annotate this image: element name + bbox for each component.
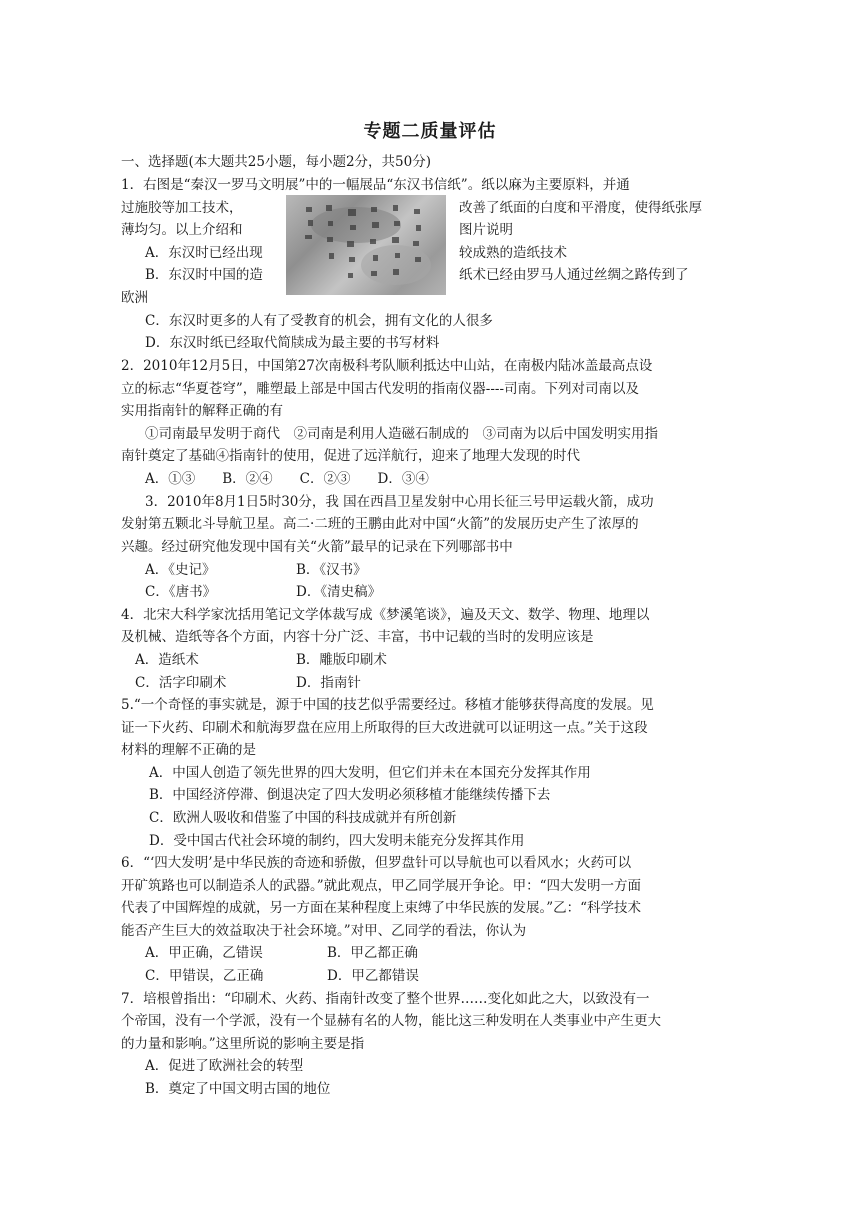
- q4-option-a: A．造纸术: [135, 652, 199, 668]
- q1-stem-line: 改善了纸面的白度和平滑度，使得纸张厚: [459, 200, 702, 216]
- q1-option-a: A．东汉时已经出现: [145, 245, 263, 261]
- q5-stem-line: 材料的理解不正确的是: [121, 742, 256, 758]
- q1-stem-line: 图片说明: [459, 222, 513, 238]
- q6-stem-line: 能否产生巨大的效益取决于社会环境。”对甲、乙同学的看法，你认为: [121, 923, 527, 939]
- q2-options: A．①③ B．②④ C．②③ D．③④: [145, 471, 429, 487]
- q1-stem-line: 过施胶等加工技术，: [121, 200, 243, 216]
- q2-stem-line: ①司南最早发明于商代 ②司南是利用人造磁石制成的 ③司南为以后中国发明实用指: [145, 426, 658, 442]
- q3-stem-line: 3．2010年8月1日5时30分，我 国在西昌卫星发射中心用长征三号甲运载火箭，成功: [145, 494, 654, 510]
- q4-option-b: B．雕版印刷术: [296, 652, 387, 668]
- q7-option-b: B．奠定了中国文明古国的地位: [145, 1081, 331, 1097]
- q3-option-b: B．《汉书》: [296, 562, 367, 578]
- q7-stem-line: 个帝国，没有一个学派，没有一个显赫有名的人物，能比这三种发明在人类事业中产生更大: [121, 1013, 661, 1029]
- page-title: 专题二质量评估: [363, 121, 497, 142]
- q5-option-b: B．中国经济停滞、倒退决定了四大发明必须移植才能继续传播下去: [149, 787, 551, 803]
- q1-stem-line: 薄均匀。以上介绍和: [121, 222, 243, 238]
- q3-option-d: D．《清史稿》: [296, 584, 382, 600]
- q5-option-a: A．中国人创造了领先世界的四大发明，但它们并未在本国充分发挥其作用: [149, 765, 591, 781]
- q3-stem-line: 兴趣。经过研究他发现中国有关“火箭”最早的记录在下列哪部书中: [121, 539, 513, 555]
- q5-stem-line: 5.“一个奇怪的事实就是，源于中国的技艺似乎需要经过。移植才能够获得高度的发展。见: [121, 697, 654, 713]
- q1-option-b: B．东汉时中国的造: [145, 267, 263, 283]
- letter-paper-photo-texture: [286, 195, 446, 295]
- q2-stem-line: 2．2010年12月5日，中国第27次南极科考队顺利抵达中山站，在南极内陆冰盖最高点设: [121, 358, 653, 374]
- letter-paper-photo: [286, 195, 446, 295]
- q5-stem-line: 证一下火药、印刷术和航海罗盘在应用上所取得的巨大改进就可以证明这一点。”关于这段: [121, 720, 648, 736]
- q1-option-d: D．东汉时纸已经取代简牍成为最主要的书写材料: [145, 335, 440, 351]
- q2-stem-line: 南针奠定了基础④指南针的使用，促进了远洋航行，迎来了地理大发现的时代: [121, 448, 580, 464]
- q1-option-c: C．东汉时更多的人有了受教育的机会，拥有文化的人很多: [145, 313, 493, 329]
- q4-stem-line: 4．北宋大科学家沈括用笔记文学体裁写成《梦溪笔谈》，遍及天文、数学、物理、地理以: [121, 607, 650, 623]
- q7-stem-line: 7．培根曾指出：“印刷术、火药、指南针改变了整个世界……变化如此之大，以致没有一: [121, 991, 650, 1007]
- q4-stem-line: 及机械、造纸等各个方面，内容十分广泛、丰富，书中记载的当时的发明应该是: [121, 629, 594, 645]
- q5-option-d: D．受中国古代社会环境的制约，四大发明未能充分发挥其作用: [149, 833, 525, 849]
- q1-option-b: 纸术已经由罗马人通过丝绸之路传到了: [459, 267, 689, 283]
- q2-stem-line: 立的标志“华夏苍穹”，雕塑最上部是中国古代发明的指南仪器----司南。下列对司南以及: [121, 381, 640, 397]
- q2-stem-line: 实用指南针的解释正确的有: [121, 403, 283, 419]
- q6-stem-line: 6．“‘四大发明’是中华民族的奇迹和骄傲，但罗盘针可以导航也可以看风水；火药可以: [121, 855, 632, 871]
- q7-stem-line: 的力量和影响。”这里所说的影响主要是指: [121, 1036, 365, 1052]
- q3-stem-line: 发射第五颗北斗导航卫星。高二·二班的王鹏由此对中国“火箭”的发展历史产生了浓厚的: [121, 516, 639, 532]
- q3-option-a: A．《史记》: [145, 562, 216, 578]
- section-header: 一、选择题(本大题共25小题，每小题2分，共50分): [121, 154, 431, 170]
- q6-stem-line: 代表了中国辉煌的成就，另一方面在某种程度上束缚了中华民族的发展。”乙：“科学技术: [121, 900, 642, 916]
- q3-option-c: C．《唐书》: [145, 584, 217, 600]
- q4-option-d: D．指南针: [296, 675, 361, 691]
- q6-stem-line: 开矿筑路也可以制造杀人的武器。”就此观点，甲乙同学展开争论。甲：“四大发明一方面: [121, 878, 642, 894]
- q7-option-a: A．促进了欧洲社会的转型: [145, 1058, 304, 1074]
- q1-stem-line: 1．右图是“秦汉一罗马文明展”中的一幅展品“东汉书信纸”。纸以麻为主要原料，并通: [121, 177, 630, 193]
- q6-option-a: A．甲正确，乙错误: [145, 945, 263, 961]
- q6-option-d: D．甲乙都错误: [327, 968, 419, 984]
- q1-option-b: 欧洲: [121, 290, 148, 306]
- q6-option-b: B．甲乙都正确: [327, 945, 418, 961]
- q6-option-c: C．甲错误，乙正确: [145, 968, 264, 984]
- q1-option-a: 较成熟的造纸技术: [459, 245, 567, 261]
- q4-option-c: C．活字印刷术: [135, 675, 227, 691]
- q5-option-c: C．欧洲人吸收和借鉴了中国的科技成就并有所创新: [149, 810, 457, 826]
